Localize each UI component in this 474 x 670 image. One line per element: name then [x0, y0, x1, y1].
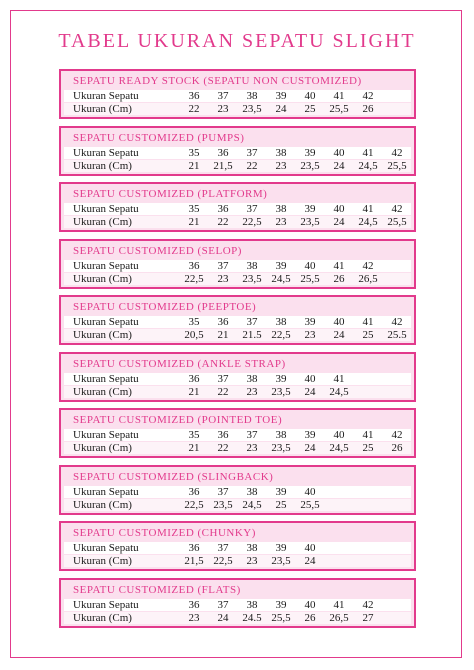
size-table-title: SEPATU CUSTOMIZED (SLINGBACK) — [73, 470, 274, 483]
row-values — [179, 103, 409, 115]
size-value: 24,5 — [358, 159, 378, 172]
size-value: 23 — [275, 216, 287, 228]
size-value: 36 — [188, 598, 200, 611]
size-value: 24,5 — [329, 442, 349, 454]
row-label: Ukuran (Cm) — [73, 216, 132, 228]
row-values — [179, 147, 409, 159]
size-value: 25 — [362, 329, 374, 341]
size-value: 22,5 — [271, 329, 291, 341]
size-value: 41 — [362, 429, 374, 441]
foot-length-row — [64, 442, 411, 454]
size-value: 23,5 — [271, 442, 291, 454]
size-table-body — [64, 187, 411, 227]
size-value: 23,5 — [271, 555, 291, 567]
row-values — [179, 442, 409, 454]
foot-length-row — [64, 612, 411, 624]
size-value: 24 — [275, 103, 287, 115]
size-table — [59, 578, 416, 628]
size-table-body — [64, 413, 411, 453]
size-value: 38 — [246, 598, 258, 611]
foot-length-row — [64, 273, 411, 285]
size-value: 21 — [188, 216, 200, 228]
size-value: 26,5 — [358, 272, 378, 285]
size-value: 37 — [217, 259, 229, 272]
size-value: 36 — [188, 90, 200, 102]
size-value: 24 — [304, 555, 316, 567]
size-value: 24,5 — [242, 498, 262, 511]
size-value: 22 — [246, 159, 258, 172]
size-value: 23 — [246, 442, 258, 454]
row-values — [179, 486, 409, 498]
size-value: 25,5 — [387, 159, 407, 172]
size-value: 23,5 — [242, 272, 262, 285]
size-table-body — [64, 244, 411, 284]
shoe-size-row — [64, 373, 411, 385]
row-label: Ukuran Sepatu — [73, 259, 139, 272]
foot-length-row — [64, 160, 411, 172]
row-label: Ukuran (Cm) — [73, 272, 132, 285]
size-value: 23 — [246, 385, 258, 398]
size-value: 24,5 — [271, 272, 291, 285]
foot-length-row — [64, 555, 411, 567]
row-values — [179, 429, 409, 441]
size-value: 37 — [246, 429, 258, 441]
size-value: 21 — [217, 329, 229, 341]
size-table-title: SEPATU CUSTOMIZED (SELOP) — [73, 244, 242, 257]
size-value: 42 — [362, 90, 374, 102]
size-value: 36 — [188, 485, 200, 498]
shoe-size-row — [64, 599, 411, 611]
size-value: 25,5 — [300, 498, 320, 511]
size-table-title: SEPATU CUSTOMIZED (CHUNKY) — [73, 527, 256, 539]
row-values — [179, 203, 409, 215]
size-value: 41 — [362, 203, 374, 215]
size-table — [59, 69, 416, 119]
size-table-title: SEPATU CUSTOMIZED (POINTED TOE) — [73, 414, 283, 426]
size-value: 27 — [362, 611, 374, 624]
foot-length-row — [64, 499, 411, 511]
size-table — [59, 521, 416, 571]
size-value: 25,5 — [300, 272, 320, 285]
row-label: Ukuran Sepatu — [73, 90, 139, 102]
size-table-body — [64, 583, 411, 623]
size-value: 37 — [246, 316, 258, 328]
size-value: 21,5 — [184, 555, 204, 567]
size-value: 41 — [333, 372, 345, 385]
size-value: 42 — [391, 146, 403, 159]
size-table-title: SEPATU CUSTOMIZED (PEEPTOE) — [73, 301, 257, 313]
size-value: 36 — [188, 372, 200, 385]
size-table-body — [64, 526, 411, 566]
row-label: Ukuran (Cm) — [73, 555, 132, 567]
size-table-body — [64, 470, 411, 510]
size-table-title: SEPATU READY STOCK (SEPATU NON CUSTOMIZED) — [73, 75, 362, 87]
size-value: 36 — [188, 542, 200, 554]
size-value: 36 — [188, 259, 200, 272]
size-value: 25 — [304, 103, 316, 115]
size-value: 23,5 — [300, 159, 320, 172]
size-value: 25,5 — [329, 103, 349, 115]
size-value: 24 — [333, 159, 345, 172]
size-value: 24,5 — [329, 385, 349, 398]
size-value: 39 — [275, 598, 287, 611]
size-value: 36 — [217, 316, 229, 328]
size-value: 22 — [217, 216, 229, 228]
size-value: 23 — [217, 103, 229, 115]
size-value: 26,5 — [329, 611, 349, 624]
row-label: Ukuran (Cm) — [73, 611, 132, 624]
row-values — [179, 329, 409, 341]
size-value: 25,5 — [387, 216, 407, 228]
shoe-size-row — [64, 316, 411, 328]
row-values — [179, 373, 409, 385]
size-value: 39 — [275, 372, 287, 385]
row-values — [179, 90, 409, 102]
size-value: 39 — [304, 429, 316, 441]
size-value: 21 — [188, 442, 200, 454]
row-label: Ukuran Sepatu — [73, 146, 139, 159]
row-values — [179, 260, 409, 272]
size-value: 37 — [217, 372, 229, 385]
row-values — [179, 599, 409, 611]
row-values — [179, 316, 409, 328]
row-label: Ukuran (Cm) — [73, 442, 132, 454]
size-value: 41 — [333, 598, 345, 611]
size-value: 23 — [188, 611, 200, 624]
size-value: 25.5 — [387, 329, 407, 341]
size-value: 38 — [275, 203, 287, 215]
shoe-size-row — [64, 90, 411, 102]
size-value: 24.5 — [242, 611, 262, 624]
size-value: 42 — [362, 259, 374, 272]
foot-length-row — [64, 329, 411, 341]
size-value: 40 — [304, 90, 316, 102]
size-table — [59, 295, 416, 345]
size-value: 38 — [275, 316, 287, 328]
row-label: Ukuran (Cm) — [73, 329, 132, 341]
foot-length-row — [64, 103, 411, 115]
size-table-title: SEPATU CUSTOMIZED (PUMPS) — [73, 131, 245, 144]
size-value: 42 — [391, 316, 403, 328]
size-table — [59, 182, 416, 232]
row-label: Ukuran Sepatu — [73, 429, 139, 441]
size-value: 22 — [217, 385, 229, 398]
row-values — [179, 216, 409, 228]
size-value: 38 — [246, 259, 258, 272]
size-value: 24 — [217, 611, 229, 624]
size-value: 23 — [246, 555, 258, 567]
size-value: 25 — [362, 442, 374, 454]
size-value: 24 — [333, 329, 345, 341]
size-value: 25,5 — [271, 611, 291, 624]
row-label: Ukuran Sepatu — [73, 316, 139, 328]
size-table-body — [64, 357, 411, 397]
size-table-title: SEPATU CUSTOMIZED (PLATFORM) — [73, 188, 268, 200]
size-value: 35 — [188, 429, 200, 441]
size-value: 37 — [217, 485, 229, 498]
size-value: 40 — [304, 259, 316, 272]
shoe-size-row — [64, 260, 411, 272]
size-value: 41 — [362, 316, 374, 328]
shoe-size-row — [64, 429, 411, 441]
size-value: 23,5 — [242, 103, 262, 115]
size-value: 39 — [275, 90, 287, 102]
size-table-body — [64, 131, 411, 171]
row-label: Ukuran (Cm) — [73, 103, 132, 115]
size-value: 37 — [246, 203, 258, 215]
size-value: 39 — [304, 146, 316, 159]
row-label: Ukuran Sepatu — [73, 542, 139, 554]
size-table — [59, 408, 416, 458]
size-value: 38 — [275, 429, 287, 441]
size-value: 24 — [304, 385, 316, 398]
size-value: 39 — [304, 316, 316, 328]
size-value: 22,5 — [184, 498, 204, 511]
size-value: 38 — [246, 485, 258, 498]
row-label: Ukuran Sepatu — [73, 372, 139, 385]
shoe-size-row — [64, 542, 411, 554]
foot-length-row — [64, 386, 411, 398]
row-label: Ukuran Sepatu — [73, 203, 139, 215]
size-value: 21 — [188, 159, 200, 172]
size-value: 37 — [246, 146, 258, 159]
row-values — [179, 499, 409, 511]
row-label: Ukuran (Cm) — [73, 385, 132, 398]
row-label: Ukuran (Cm) — [73, 498, 132, 511]
size-table-title: SEPATU CUSTOMIZED (ANKLE STRAP) — [73, 357, 286, 370]
size-value: 25 — [275, 498, 287, 511]
shoe-size-row — [64, 486, 411, 498]
size-value: 41 — [333, 259, 345, 272]
size-value: 26 — [304, 611, 316, 624]
size-value: 38 — [275, 146, 287, 159]
size-value: 40 — [304, 485, 316, 498]
size-value: 40 — [333, 316, 345, 328]
row-values — [179, 555, 409, 567]
size-value: 38 — [246, 90, 258, 102]
size-value: 23 — [217, 272, 229, 285]
size-value: 26 — [333, 272, 345, 285]
size-value: 35 — [188, 316, 200, 328]
size-value: 23 — [275, 159, 287, 172]
size-value: 36 — [217, 203, 229, 215]
size-value: 40 — [333, 429, 345, 441]
size-value: 42 — [391, 203, 403, 215]
size-value: 21,5 — [213, 159, 233, 172]
size-value: 26 — [362, 103, 374, 115]
size-value: 40 — [333, 146, 345, 159]
size-value: 21 — [188, 385, 200, 398]
size-value: 37 — [217, 90, 229, 102]
size-value: 41 — [333, 90, 345, 102]
size-value: 24 — [304, 442, 316, 454]
row-values — [179, 612, 409, 624]
size-value: 35 — [188, 203, 200, 215]
size-value: 22,5 — [184, 272, 204, 285]
size-value: 39 — [275, 259, 287, 272]
foot-length-row — [64, 216, 411, 228]
size-value: 22,5 — [213, 555, 233, 567]
size-table-title: SEPATU CUSTOMIZED (FLATS) — [73, 583, 241, 596]
size-value: 24 — [333, 216, 345, 228]
size-value: 36 — [217, 146, 229, 159]
size-value: 22,5 — [242, 216, 262, 228]
size-table — [59, 239, 416, 289]
row-label: Ukuran (Cm) — [73, 159, 132, 172]
row-values — [179, 273, 409, 285]
size-table-body — [64, 74, 411, 114]
size-value: 37 — [217, 542, 229, 554]
row-label: Ukuran Sepatu — [73, 485, 139, 498]
size-table-body — [64, 300, 411, 340]
shoe-size-row — [64, 147, 411, 159]
size-value: 24,5 — [358, 216, 378, 228]
size-value: 36 — [217, 429, 229, 441]
row-values — [179, 542, 409, 554]
size-value: 23,5 — [271, 385, 291, 398]
page-title: TABEL UKURAN SEPATU SLIGHT — [58, 30, 416, 52]
size-value: 42 — [391, 429, 403, 441]
row-values — [179, 160, 409, 172]
size-value: 20,5 — [184, 329, 204, 341]
size-value: 37 — [217, 598, 229, 611]
size-value: 23,5 — [300, 216, 320, 228]
size-value: 35 — [188, 146, 200, 159]
size-value: 23 — [304, 329, 316, 341]
size-value: 39 — [275, 485, 287, 498]
size-value: 40 — [333, 203, 345, 215]
size-value: 21.5 — [242, 329, 262, 341]
size-value: 39 — [275, 542, 287, 554]
shoe-size-row — [64, 203, 411, 215]
row-label: Ukuran Sepatu — [73, 598, 139, 611]
size-value: 40 — [304, 542, 316, 554]
size-value: 40 — [304, 372, 316, 385]
size-value: 39 — [304, 203, 316, 215]
row-values — [179, 386, 409, 398]
size-table — [59, 465, 416, 515]
size-table — [59, 352, 416, 402]
size-value: 38 — [246, 372, 258, 385]
size-value: 40 — [304, 598, 316, 611]
size-table — [59, 126, 416, 176]
size-value: 26 — [391, 442, 403, 454]
size-value: 22 — [217, 442, 229, 454]
size-value: 23,5 — [213, 498, 233, 511]
size-value: 38 — [246, 542, 258, 554]
size-value: 22 — [188, 103, 200, 115]
size-value: 42 — [362, 598, 374, 611]
size-value: 41 — [362, 146, 374, 159]
